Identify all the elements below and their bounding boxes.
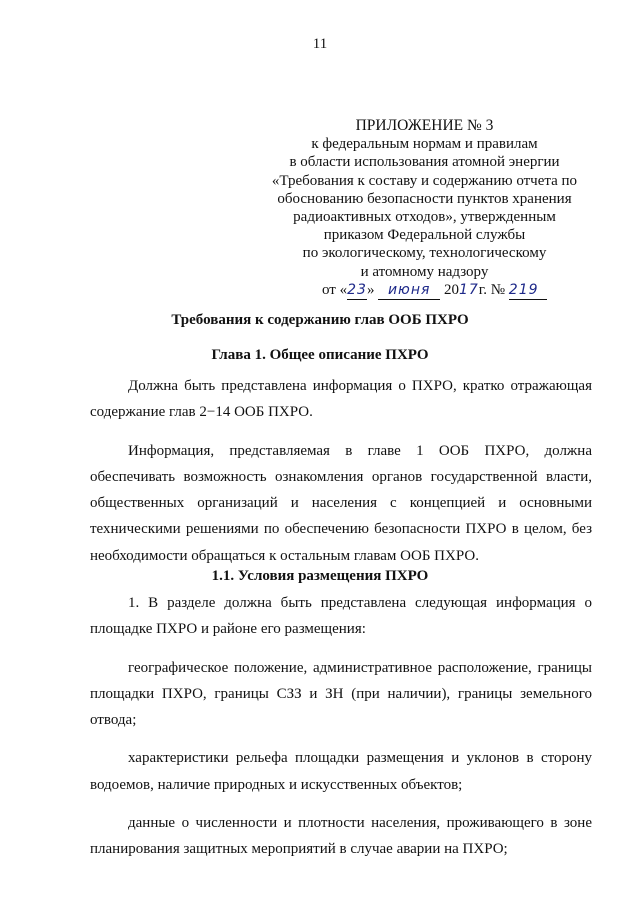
paragraph: Информация, представляемая в главе 1 ООБ ПХРО, должна обеспечивать возможность ознакомления органов государственной власти, общественных организаций и населения с концепцией и основными техническими решениями по обеспечению безопасности ПХРО в целом, без необходимости обращаться к остальным главам ООБ ПХРО. bbox=[90, 442, 592, 564]
subsection-title: 1.1. Условия размещения ПХРО bbox=[211, 568, 429, 584]
list-item: данные о численности и плотности населения, проживающего в зоне планирования защитных мероприятий в случае аварии на ПХРО; bbox=[90, 815, 592, 858]
chapter-title: Глава 1. Общее описание ПХРО bbox=[211, 347, 429, 363]
paragraph: Должна быть представлена информация о ПХРО, кратко отражающая содержание глав 2−14 ООБ ПХРО. bbox=[90, 378, 592, 421]
date-year-end: г. № bbox=[478, 281, 506, 298]
annex-block bbox=[262, 117, 587, 300]
chapter-body bbox=[90, 373, 592, 569]
list-item: 1. В разделе должна быть представлена следующая информация о площадке ПХРО и районе его размещения: bbox=[90, 595, 592, 638]
list-item: характеристики рельефа площадки размещения и уклонов в сторону водоемов, наличие природных и искусственных объектов; bbox=[90, 750, 592, 793]
annex-line: к федеральным нормам и правилам bbox=[311, 136, 538, 153]
annex-line: и атомному надзору bbox=[360, 263, 489, 280]
section-title: Требования к содержанию глав ООБ ПХРО bbox=[171, 312, 469, 328]
date-year-suffix: 17 bbox=[458, 281, 479, 298]
annex-line: обоснованию безопасности пунктов хранения bbox=[277, 190, 572, 207]
date-month: июня bbox=[378, 281, 440, 300]
annex-line: приказом Федеральной службы bbox=[323, 227, 526, 244]
subsection-body bbox=[90, 590, 592, 863]
date-mid: » bbox=[366, 281, 375, 298]
annex-line: радиоактивных отходов», утвержденным bbox=[293, 209, 556, 226]
list-item: географическое положение, административное расположение, границы площадки ПХРО, границы СЗЗ и ЗН (при наличии), границы земельного отвода; bbox=[90, 659, 592, 729]
order-number: 219 bbox=[509, 281, 547, 300]
annex-title: ПРИЛОЖЕНИЕ № 3 bbox=[355, 117, 494, 134]
date-year-prefix: 20 bbox=[443, 281, 459, 298]
date-day: 23 bbox=[347, 281, 367, 300]
annex-line: в области использования атомной энергии bbox=[289, 154, 560, 171]
annex-line: «Требования к составу и содержанию отчета по bbox=[271, 172, 578, 189]
annex-line: по экологическому, технологическому bbox=[302, 245, 547, 262]
page-number: 11 bbox=[312, 36, 328, 52]
order-date-line bbox=[262, 281, 587, 300]
date-prefix: от « bbox=[322, 281, 348, 298]
